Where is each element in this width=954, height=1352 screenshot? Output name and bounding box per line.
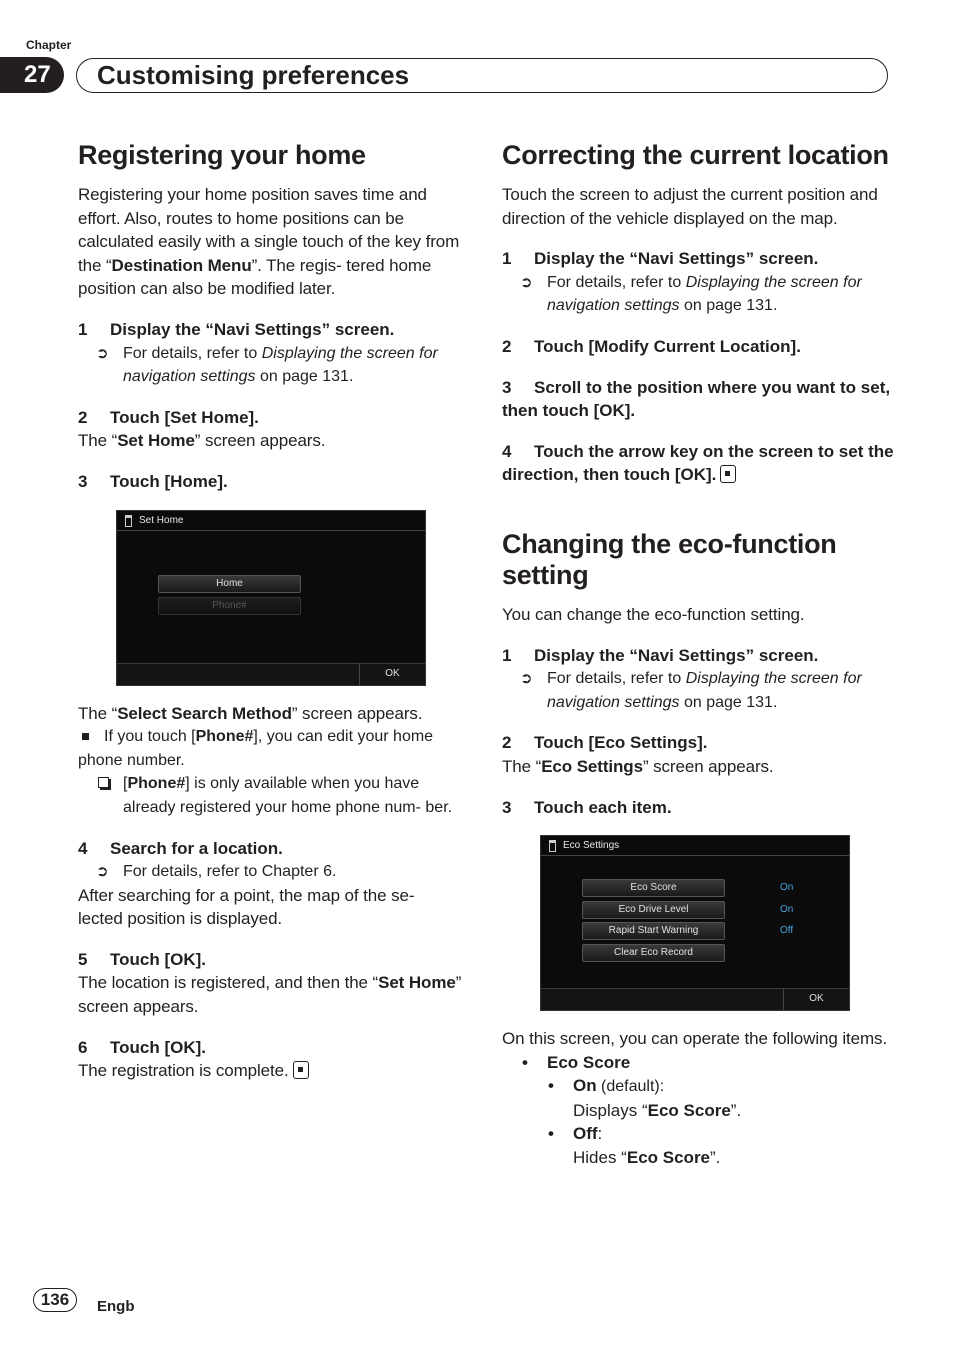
eco-off-desc: Hides “Eco Score”.	[573, 1148, 721, 1168]
phone-availability-note: [Phone#] is only available when you have already registered your home phone num- ber.	[78, 772, 463, 819]
step-3: 3 Touch [Home].	[78, 471, 228, 491]
eco-on-option: • On (default):	[502, 1074, 894, 1099]
step-2-body: The “Set Home” screen appears.	[78, 431, 326, 451]
screen-title-bar: Set Home	[117, 511, 425, 531]
bullet-dot-icon: •	[522, 1052, 528, 1072]
right-column	[502, 140, 894, 1170]
end-mark-icon	[293, 1061, 309, 1079]
square-bullet-icon	[82, 733, 89, 740]
ok-button[interactable]: OK	[359, 663, 425, 685]
correct-step-2: 2 Touch [Modify Current Location].	[502, 336, 801, 356]
chapter-label: Chapter	[26, 38, 72, 52]
correct-step-4: 4 Touch the arrow key on the screen to set the direction, then touch [OK].	[502, 441, 894, 485]
eco-on-desc: Displays “Eco Score”.	[573, 1100, 742, 1120]
correct-location-intro: Touch the screen to adjust the current position and direction of the vehicle displayed on the map.	[502, 185, 878, 228]
eco-score-button[interactable]: Eco Score	[582, 879, 725, 897]
clear-eco-record-button[interactable]: Clear Eco Record	[582, 944, 725, 962]
eco-operate-text: On this screen, you can operate the following items.	[502, 1029, 888, 1049]
arrow-icon: ➲	[96, 344, 109, 362]
arrow-icon: ➲	[96, 863, 109, 881]
set-home-screenshot	[116, 510, 426, 686]
step-1: 1 Display the “Navi Settings” screen.	[78, 319, 395, 339]
section-title-correct-location: Correcting the current location	[502, 140, 889, 170]
language-code: Engb	[97, 1298, 135, 1315]
phone-bullet: If you touch [Phone#], you can edit your home phone number.	[78, 728, 434, 769]
chapter-number: 27	[0, 57, 64, 93]
left-column	[78, 140, 463, 1083]
step-4-note: ➲ For details, refer to Chapter 6.	[78, 860, 463, 884]
select-search-method-text: The “Select Search Method” screen appears.	[78, 703, 423, 723]
step-4: 4 Search for a location.	[78, 838, 283, 858]
arrow-icon: ➲	[520, 670, 533, 688]
eco-intro: You can change the eco-function setting.	[502, 604, 805, 624]
bullet-dot-icon: •	[548, 1124, 554, 1144]
eco-step-2-body: The “Eco Settings” screen appears.	[502, 756, 774, 776]
eco-score-item: • Eco Score	[502, 1051, 894, 1075]
eco-drive-level-button[interactable]: Eco Drive Level	[582, 901, 725, 919]
screen-title-bar: Eco Settings	[541, 836, 849, 856]
arrow-icon: ➲	[520, 273, 533, 291]
step-1-note: ➲ For details, refer to Displaying the screen for navigation settings on page 131.	[78, 342, 463, 389]
step-5-body: The location is registered, and then the “Set Home” screen appears.	[78, 973, 462, 1017]
checkbox-icon	[98, 777, 109, 788]
home-button[interactable]: Home	[158, 575, 301, 593]
ok-button[interactable]: OK	[783, 988, 849, 1010]
chapter-title: Customising preferences	[76, 58, 888, 93]
section-title-register-home: Registering your home	[78, 140, 366, 170]
eco-score-value: On	[780, 882, 794, 894]
eco-drive-level-value: On	[780, 904, 794, 916]
step-2: 2 Touch [Set Home].	[78, 407, 259, 427]
phone-button[interactable]: Phone#	[158, 597, 301, 615]
rapid-start-warning-button[interactable]: Rapid Start Warning	[582, 922, 725, 940]
back-icon	[125, 515, 132, 527]
eco-off-option: • Off:	[502, 1122, 894, 1146]
section-title-eco-function: Changing the eco-function setting	[502, 528, 837, 590]
correct-step-1-note: ➲ For details, refer to Displaying the screen for navigation settings on page 131.	[502, 271, 894, 318]
eco-step-3: 3 Touch each item.	[502, 797, 672, 817]
eco-settings-screenshot	[540, 835, 850, 1011]
bullet-dot-icon: •	[548, 1076, 554, 1096]
step-5: 5 Touch [OK].	[78, 949, 206, 969]
step-4-body: After searching for a point, the map of the se- lected position is displayed.	[78, 885, 415, 929]
correct-step-1: 1 Display the “Navi Settings” screen.	[502, 249, 819, 269]
eco-step-1: 1 Display the “Navi Settings” screen.	[502, 645, 819, 665]
page-number: 136	[33, 1288, 77, 1312]
rapid-start-warning-value: Off	[780, 925, 794, 937]
correct-step-3: 3 Scroll to the position where you want to set, then touch [OK].	[502, 377, 891, 421]
end-mark-icon	[720, 465, 736, 483]
back-icon	[549, 840, 556, 852]
eco-step-2: 2 Touch [Eco Settings].	[502, 733, 708, 753]
intro-paragraph: Registering your home position saves time and effort. Also, routes to home positions can be calculated easily with a single touch of the key from the “Destination Menu”. The regis- tered home position can also be modified later.	[78, 185, 460, 299]
step-6-body: The registration is complete.	[78, 1059, 463, 1083]
eco-step-1-note: ➲ For details, refer to Displaying the screen for navigation settings on page 131.	[502, 667, 894, 714]
step-6: 6 Touch [OK].	[78, 1037, 206, 1057]
